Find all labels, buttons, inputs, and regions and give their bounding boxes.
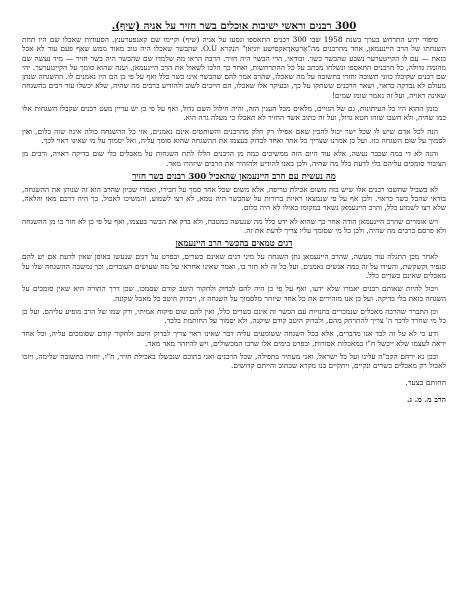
section-2-paragraph-5: ובכן נא ירחם הקב"ה עלינו ועל כל ישראל, ואני מעתיר בתפילה, שכל הרבנים ואני בתוכם שנכשלו באכילת חזיר, ח"ו, יחזרו בתשובה שלימה, ויזכו לאכול רק מאכלים כשרים ונקיים, ויתקיים בנו מקרא שכתוב והייתם קדושים. [22, 352, 446, 371]
section-2-paragraph-4: ודע כי לא על זה לבד אנו מדברים, אלא בכל השגחה ששומעים עליה דבר שאינו ראוי צריך לבדוק היטב ולחקור קודם שסומכים עליה, וכל אחד יראה לעצמו שלא ייכשל ח"ו במאכלות אסורות, ובפרט בימים אלו שרבו המכשולים, ויש להיזהר מאד מאד. [22, 329, 446, 348]
section-1-paragraph-2: ויש אומרים שהרב היינעמאן הודה אחר כך שהוא לא ידע כלל מה שנעשה במטבח, ולא בדק את הבשר בעצמו, ואף על פי כן לא חזר בו מן ההשגחה ולא פרסם ברבים מה שהיה, ולכן כל מי שסומך עליו צריך לדעת את זה. [22, 216, 446, 236]
signature-name: הרב מ. מ. ג. [406, 394, 446, 404]
paragraph-1: סיפור ידוע התרחש בערך בשנת 1958 שבו 300 רבנים התאספו ונסעו על אניה (שיף) וקיימו שם קאנפערענץ. הסעודות שאכלו שם היו תחת השגחתו של הרב היינעמאן, אחד מהרבנים מה"אָרטָאדָאקסישע יוניאן" הנקרא O.U. שהבשר שאכלו היה טוב מאוד ממש שאף פעם עוד לא אכל כזאת — עם לו הקייטערער נשבע שהבשר כשר. ובודאי, הרי הבשר היה חזיר. הרבה הראו מה שלמדו שם שהבשר היה בשר חזיר — מיד נעשה שם מהומה גדולה, כל הרבנים התאספו ונשלחו מכתב על כל ההתרחשות, ואחר כך הלכו לשאול את הרב היינעמאן, וענה שהוא סומך על הקייטערער. יהי שם רבנים שקיבלו כווני תשובה וחזרו בתשובה על מה שאכלו, שהרב אמר להם שהבשר אינו כשר כלל ואף על פי כן הם היו נאמנים לו. ההשגחה שנתן מעולם לא נבדקה כראוי, ושאר הרבנים ששתקו על כך, ובעיקר אלו שאכלו, הם חייבים לשוב ולהודיע ברבים מה שהיה, שלא יכשלו עוד רבים בהשגחה שאינה ראויה, ועל זה נאמר שומו שמים! [22, 35, 446, 100]
document-title: 300 רבנים וראשי ישיבות אוכלים בשר חזיר על אניה (שיף). [111, 20, 357, 32]
section-2-paragraph-3: וכן התברר שהרבה מאכלים שנמכרים בחנויות עם הכשר זה אינם כשרים כלל, ואין להם שום פיקוח אמיתי, ורק שמו של הרב מופיע עליהם. ועל כן כל מי שחרד לדבר ה' צריך להתרחק מהם, ולבדוק היטב קודם שיקנה, ולא יסמוך על החותמת בלבד. [22, 306, 446, 326]
section-2-paragraph-1: לאחר מכן התגלה עוד מעשה, שהרב היינעמאן נתן השגחה על מיני דגים שאינם כשרים, ובפרט על דגים שנעשו באופן שאין לדעת אם יש להם סנפיר וקשקשת, והעידו על זה כמה אנשים נאמנים. ועל כל זה לא חזר בו, ואמר שאינו אחראי על מה שעושים העובדים, וכך נמשכה ההשגחה שלו על מאכלים שאינם כשרים כלל. [22, 252, 446, 280]
section-1-paragraph-1: לא בשביל שחשבו רבנים אלו שיש בזה משום אכילת טריפה, אלא משום שכל אחד סמך על חבירו, ואמרו שכיון שהרב הוא זה שנותן את ההשגחה, בודאי שהכל כשר כראוי. ולכן אף על פי שנמצאו ראיות ברורות על שהבשר היה טמא, לא רצו לשמוע, והמשיכו לאכול. כך היה דרכם מאז והלאה, שלא רצו לשמוע כלל, והרב היינעמאן נשאר במקומו כאילו לא היה כלום. [22, 184, 446, 213]
section-heading-fish: דגים טמאים בהכשר הרב היינעמאן [175, 239, 293, 250]
paragraph-2: בזמן ההוא היו כל העיתונות, גם של הגויים, מלאים מכל הענין הזה, והיה חילול השם גדול, ואף על פי כן יש עדיין מעט רבנים שקבלו השגחות אלו כמו שהיה, ולא חשבו שזהו חטא גדול, ועל זה כתוב אשר החזיר לא תאכלו כי מעלה גרה הוא. [22, 104, 446, 123]
paragraph-3: הנה לכל אדם שיש לו שכל ישר יכול להבין שאם אפילו רק חלק מהרבנים והשוחטים אינם נאמנים, אזי כל ההשגחה כולה אינה שוה כלום, ואין לסמוך על שום השגחה כזו. ועל כן אמרנו שצריך כל אחד ואחד לבדוק בעצמו את ההשגחה שהוא סומך עליה, ואל יסמוך על מי שאינו ראוי לכך. [22, 126, 446, 145]
section-heading-heinemann: מה נעשית עם הרב היינעמאן שהאכיל 300 רבנים בשר חזיר [132, 171, 336, 182]
signature-closing: החותם בצער, [405, 377, 446, 387]
section-2-paragraph-2: ויכול להיות שאותם רבנים יאמרו שלא ידעו, ואף על פי כן היה להם לבדוק ולחקור היטב קודם שסמכו, שכן דרך התורה היא שאין סומכים על השגחה כזאת בלי בדיקה. ועל כן אנו מזהירים את כל אחד שיזהר מלסמוך על השגחה זו, ויבדוק היטב כל מאכל שקונה. [22, 284, 446, 303]
signature-block [22, 377, 446, 405]
paragraph-4: והנה לא די במה שכבר נעשה, אלא עוד היום הזה ממשיכים כמה מן הרבנים הללו לתת השגחות על מאכלים בלי שום בדיקה ראויה, ורבים מן הציבור סומכים עליהם בלי לדעת כלל מה שהיה, ולכן באנו להודיע ולהזהיר את הרבים שיזהרו מאד. [22, 149, 446, 168]
